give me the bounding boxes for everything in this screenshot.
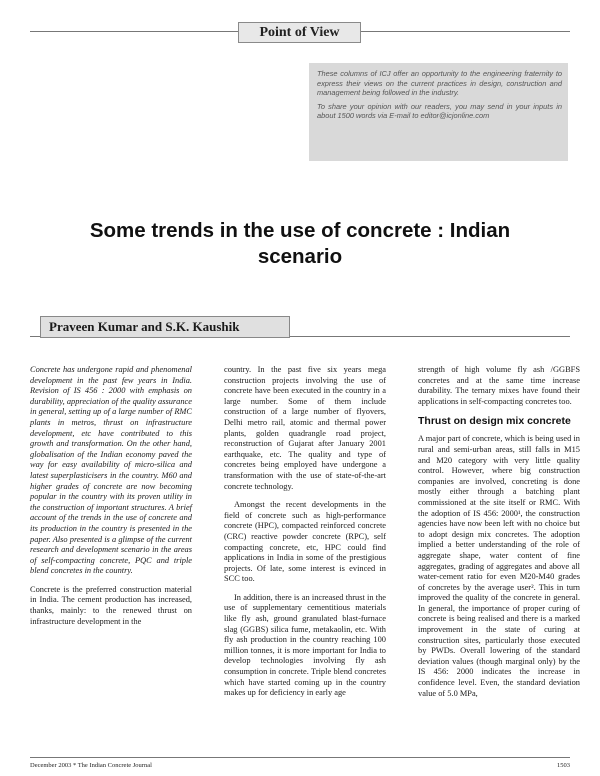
section-heading: Thrust on design mix concrete — [418, 415, 571, 428]
editorial-note-box — [309, 63, 568, 161]
footer-rule — [30, 757, 570, 758]
author-byline: Praveen Kumar and S.K. Kaushik — [40, 316, 290, 338]
column-2 — [224, 365, 386, 707]
section-header — [0, 0, 600, 50]
body-paragraph: country. In the past five six years mega construction projects involving the use of concrete have been executed in the country in a large number. Some of them include construction of a large number of flyovers, Delhi metro rail, atomic and thermal power plants, golden quadrangle road project, reconstruction of Gujarat after January 2001 earthquake, etc. The quality and type of concretes being employed have undergone a transformation with the use of state-of-the-art concrete technology. — [224, 365, 386, 491]
section-label: Point of View — [238, 22, 361, 43]
body-paragraph: A major part of concrete, which is being used in rural and semi-urban areas, still falls in M15 and M20 category with very little quality control. However, where big construction companies are involved, concreting is done mostly either through a batching plant commissioned at the site itself or RMC. With the adoption of IS 456: 2000¹, the construction agencies have now been left with no choice but to adopt design mix concretes. The adoption implied a better understanding of the role of aggregate shape, water content of fine aggregates, grading of aggregates and above all water-cement ratio for even M20-M40 grades of concretes by the average user². This in turn improved the quality of the concrete in general. In general, the importance of proper curing of concrete is being realised and there is a marked improvement in the state of curing at construction sites, particularly those executed by PWDs. Overall lowering of the standard deviation values (though marginal only) by the IS 456: 2000 indicates the increase in confidence level. Even, the standard deviation value of 5.0 MPa, — [418, 434, 580, 698]
article-title: Some trends in the use of concrete : Indian scenario — [89, 219, 511, 268]
footer-journal-info: December 2003 * The Indian Concrete Journal — [30, 762, 152, 769]
editorial-note-text: These columns of ICJ offer an opportunity to the engineering fraternity to express their views on the current practices in design, construction and management being followed in the industry. — [317, 69, 562, 98]
body-paragraph: Amongst the recent developments in the field of concrete such as high-performance concrete (HPC), compacted reinforced concrete (CRC) reactive powder concrete (RPC), self compacting concrete, etc, HPC could find applications in India in some of the prestigious projects. Of late, some interest is evinced in SCC too. — [224, 500, 386, 584]
body-paragraph: strength of high volume fly ash /GGBFS concretes and at the same time increase durability. The ternary mixes have found their applications in self-compacting concretes too. — [418, 365, 580, 406]
column-3 — [418, 365, 580, 707]
body-paragraph: Concrete is the preferred construction material in India. The cement production has increased, thanks, mainly: to the renewed thrust on infrastructure development in the — [30, 584, 192, 626]
abstract: Concrete has undergone rapid and phenomenal development in the past few years in India. Revision of IS 456 : 2000 with emphasis on durability, appreciation of the quality assurance in general, setting up of a large number of RMC plants in metros, thrust on infrastructure development, etc have contributed to this growth and transformation. On the other hand, globalisation of the Indian economy paved the way for easy availability of micro-silica and latest superplasticisers in the country. M60 and higher grades of concrete are now becoming popular in the country with its proven utility in the construction of important structures. A brief account of the trends in the use of concrete and its production in the country is presented in the paper. Also presented is a glimpse of the current research and development scenario in the areas of self-compacting concrete, PQC and triple blend concretes in the country. — [30, 365, 192, 576]
body-paragraph: In addition, there is an increased thrust in the use of supplementary cementitious materials like fly ash, ground granulated blast-furnace slag (GGBS) silica fume, metakaolin, etc. With fly ash production in the country reaching 100 million tonnes, it is more important for India to develop technologies involving fly ash consumption in concrete. Triple blend concretes which have started coming up in the country makes up for deficiency in early age — [224, 592, 386, 698]
page-number: 1503 — [557, 762, 570, 769]
column-1 — [30, 365, 192, 635]
editorial-contact-text: To share your opinion with our readers, you may send in your inputs in about 1500 words via E-mail to editor@icjonline.com — [317, 101, 562, 121]
